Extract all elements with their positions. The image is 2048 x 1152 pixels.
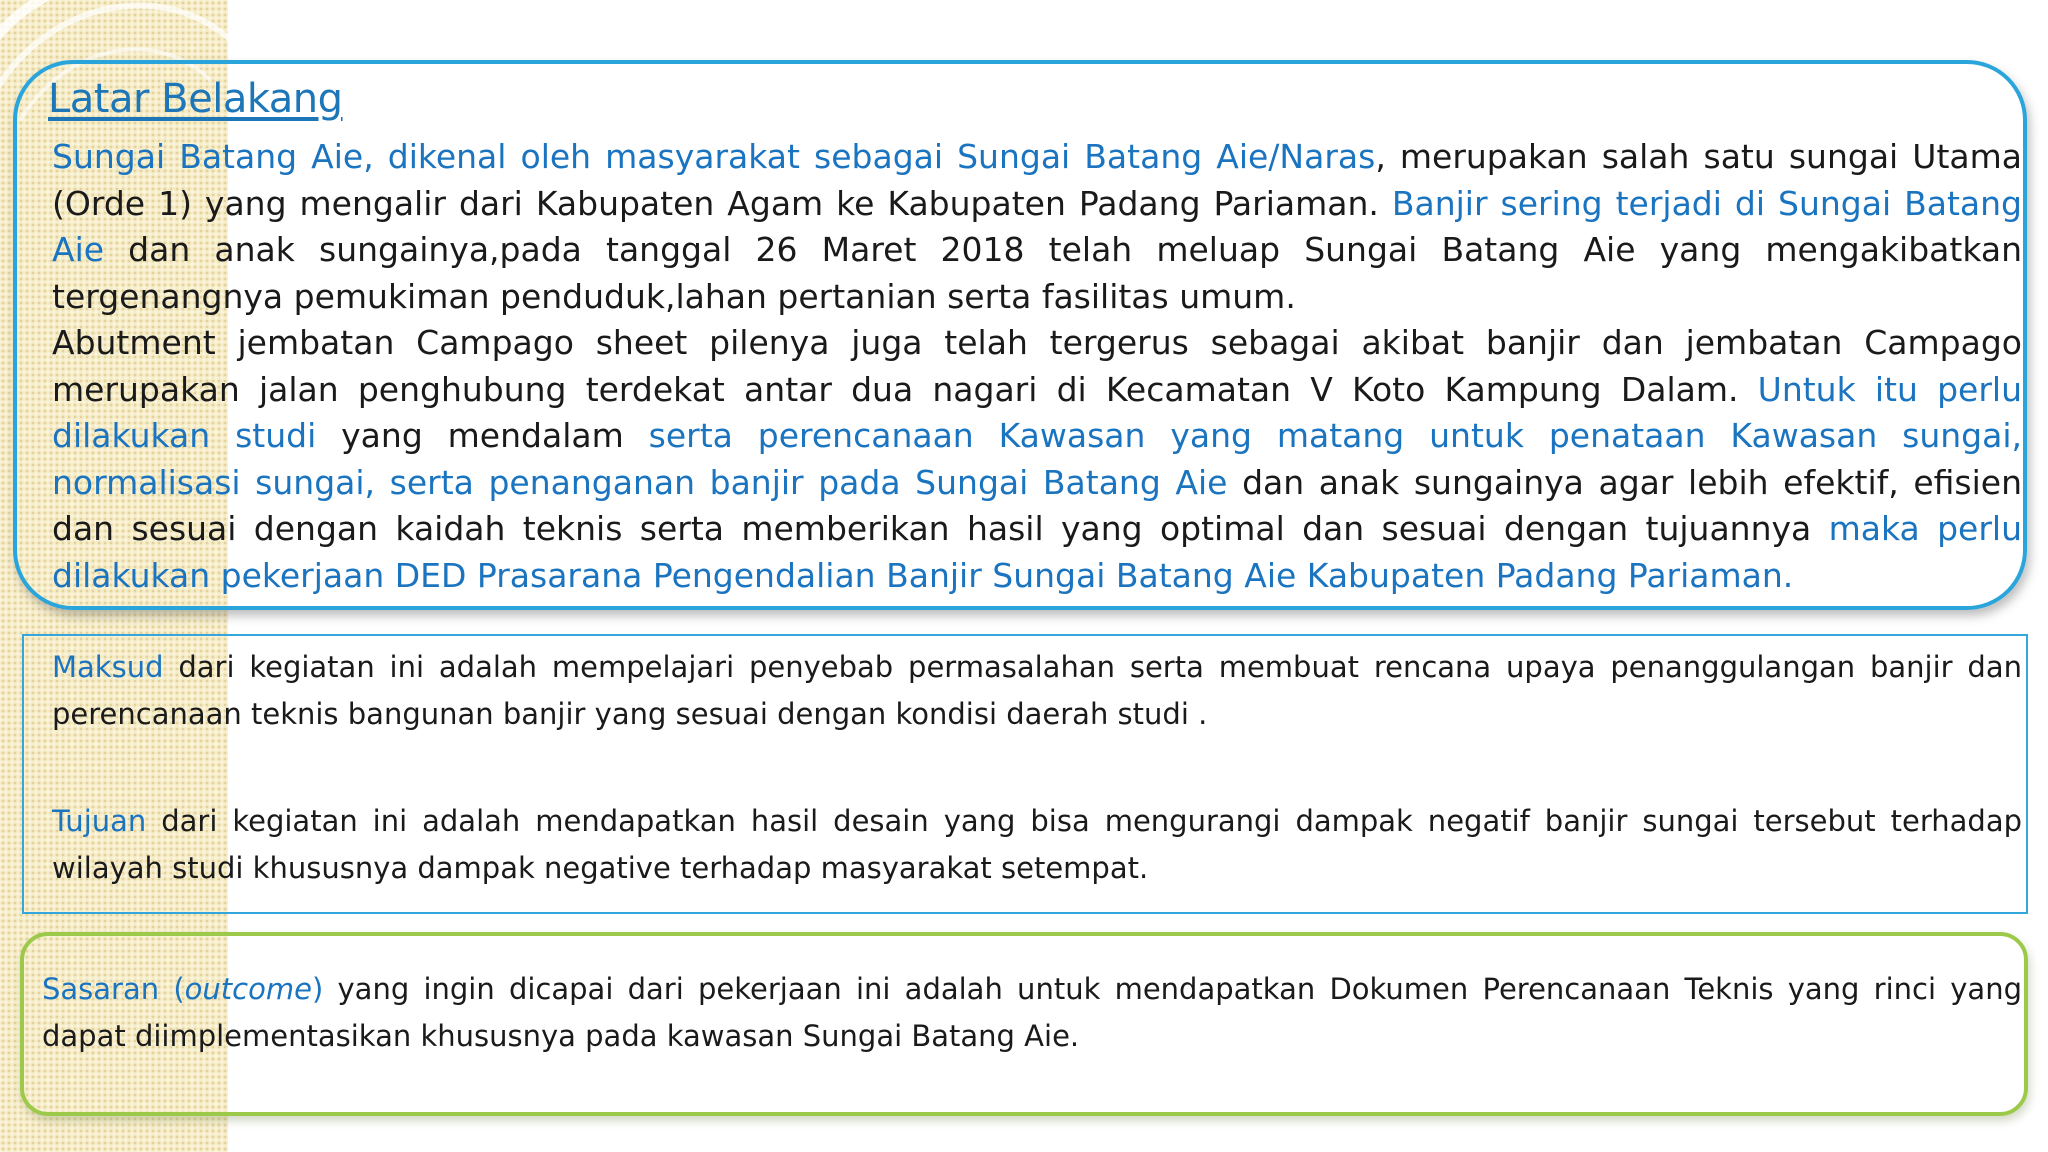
highlight-text: Untuk itu perlu dilakukan studi (52, 369, 2023, 455)
body-text: Abutment jembatan Campago sheet pilenya juga telah tergerus sebagai akibat banjir dan jembatan Campago merupakan jalan penghubung terdekat antar dua nagari di Kecamatan V Koto Kampung Dalam. (52, 323, 2022, 409)
sasaran-label-close: ) (311, 972, 324, 1006)
latar-paragraph-1 (52, 134, 2022, 320)
body-text: yang ingin dicapai dari pekerjaan ini adalah untuk mendapatkan Dokumen Perencanaan Teknis yang rinci yang dapat diimplementasikan khususnya pada kawasan Sungai Batang Aie. (42, 972, 2022, 1053)
highlight-text: Banjir sering terjadi di Sungai Batang Aie (52, 183, 2022, 269)
maksud-paragraph (52, 644, 2022, 738)
tujuan-paragraph (52, 798, 2022, 892)
highlight-text: serta perencanaan Kawasan yang matang untuk penataan Kawasan sungai, normalisasi sungai, serta penanganan banjir pada Sungai Batang Aie (52, 416, 2022, 502)
sasaran-outcome-term: outcome (184, 972, 312, 1006)
tujuan-label: Tujuan (52, 804, 147, 838)
sasaran-label: Sasaran ( (42, 972, 185, 1006)
latar-paragraph-2 (52, 320, 2022, 599)
sasaran-paragraph (42, 966, 2022, 1060)
highlight-text: maka perlu dilakukan pekerjaan DED Prasarana Pengendalian Banjir Sungai Batang Aie Kabupaten Padang Pariaman. (52, 509, 2023, 595)
maksud-label: Maksud (52, 650, 164, 684)
body-text: , merupakan salah satu sungai Utama (Orde 1) yang mengalir dari Kabupaten Agam ke Kabupaten Padang Pariaman. (52, 137, 2022, 223)
body-text: dan anak sungainya,pada tanggal 26 Maret 2018 telah meluap Sungai Batang Aie yang mengakibatkan tergenangnya pemukiman penduduk,lahan pertanian serta fasilitas umum. (52, 230, 2022, 316)
body-text: dari kegiatan ini adalah mempelajari penyebab permasalahan serta membuat rencana upaya penanggulangan banjir dan perencanaan teknis bangunan banjir yang sesuai dengan kondisi daerah studi . (52, 650, 2022, 731)
body-text: dan anak sungainya agar lebih efektif, efisien dan sesuai dengan kaidah teknis serta memberikan hasil yang optimal dan sesuai dengan tujuannya (52, 462, 2023, 548)
latar-belakang-heading: Latar Belakang (48, 76, 343, 122)
body-text: yang mendalam (316, 416, 649, 455)
highlight-text: Sungai Batang Aie, dikenal oleh masyarakat sebagai Sungai Batang Aie/Naras (52, 137, 1376, 176)
body-text: dari kegiatan ini adalah mendapatkan hasil desain yang bisa mengurangi dampak negatif banjir sungai tersebut terhadap wilayah studi khususnya dampak negative terhadap masyarakat setempat. (52, 804, 2022, 885)
